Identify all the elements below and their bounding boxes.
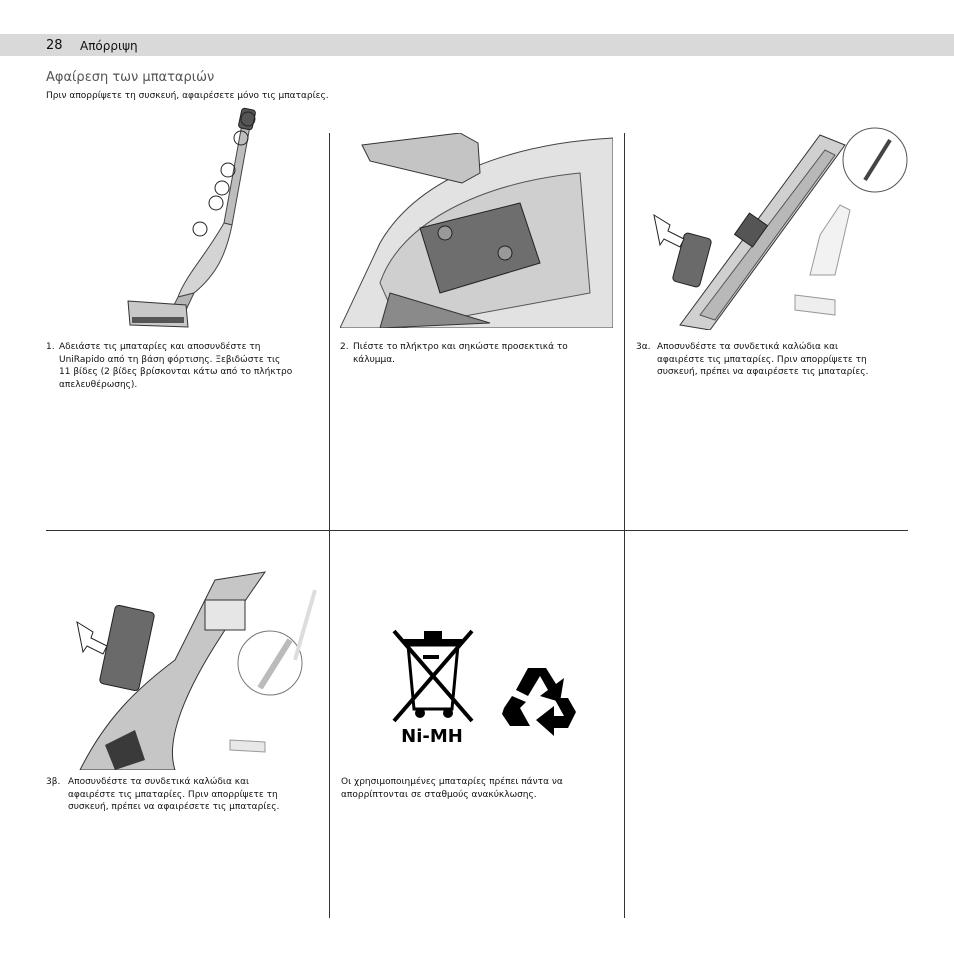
step-line: συσκευή, πρέπει να αφαιρέσετε τις μπαταρίες.	[657, 367, 869, 377]
step-number: 3β.	[46, 777, 61, 787]
cover-lift-illustration	[340, 133, 613, 328]
page-number: 28	[46, 38, 63, 53]
recycle-line: απορρίπτονται σε σταθμούς ανακύκλωσης.	[341, 789, 537, 800]
step-line: Αποσυνδέστε τα συνδετικά καλώδια και	[68, 777, 250, 787]
battery-disconnect-illustration-a	[640, 125, 915, 330]
step-line: UniRapido από τη βάση φόρτισης. Ξεβιδώστε τις	[59, 354, 281, 365]
step-line: Αποσυνδέστε τα συνδετικά καλώδια και	[657, 342, 839, 352]
step-line: απελευθέρωσης).	[59, 379, 138, 390]
header-bar	[0, 34, 954, 56]
nimh-label: Ni-MH	[401, 726, 463, 745]
section-title: Απόρριψη	[80, 39, 138, 53]
recycle-icon	[498, 662, 578, 742]
recycle-caption	[341, 776, 611, 801]
weee-bin-icon	[390, 625, 475, 745]
step-line: Πιέστε το πλήκτρο και σηκώστε προσεκτικά το	[353, 342, 568, 352]
vacuum-screws-illustration	[120, 105, 270, 335]
step-line: αφαιρέστε τις μπαταρίες. Πριν απορρίψετε τη	[68, 789, 278, 800]
step-number: 1.	[46, 342, 55, 352]
step-number: 3α.	[636, 342, 651, 352]
intro-text: Πριν απορρίψετε τη συσκευή, αφαιρέσετε μόνο τις μπαταρίες.	[46, 91, 329, 101]
row-divider	[46, 530, 908, 531]
step-line: συσκευή, πρέπει να αφαιρέσετε τις μπαταρίες.	[68, 802, 280, 812]
step-number: 2.	[340, 342, 349, 352]
column-divider	[329, 133, 330, 918]
step-line: Αδειάστε τις μπαταρίες και αποσυνδέστε τη	[59, 342, 261, 352]
step-line: κάλυμμα.	[353, 354, 396, 365]
step-line: αφαιρέστε τις μπαταρίες. Πριν απορρίψετε τη	[657, 354, 867, 365]
page-heading: Αφαίρεση των μπαταριών	[46, 70, 215, 85]
battery-disconnect-illustration-b	[75, 570, 325, 770]
column-divider	[624, 133, 625, 918]
recycle-line: Οι χρησιμοποιημένες μπαταρίες πρέπει πάντα να	[341, 777, 563, 787]
step-line: 11 βίδες (2 βίδες βρίσκονται κάτω από το πλήκτρο	[59, 367, 293, 377]
